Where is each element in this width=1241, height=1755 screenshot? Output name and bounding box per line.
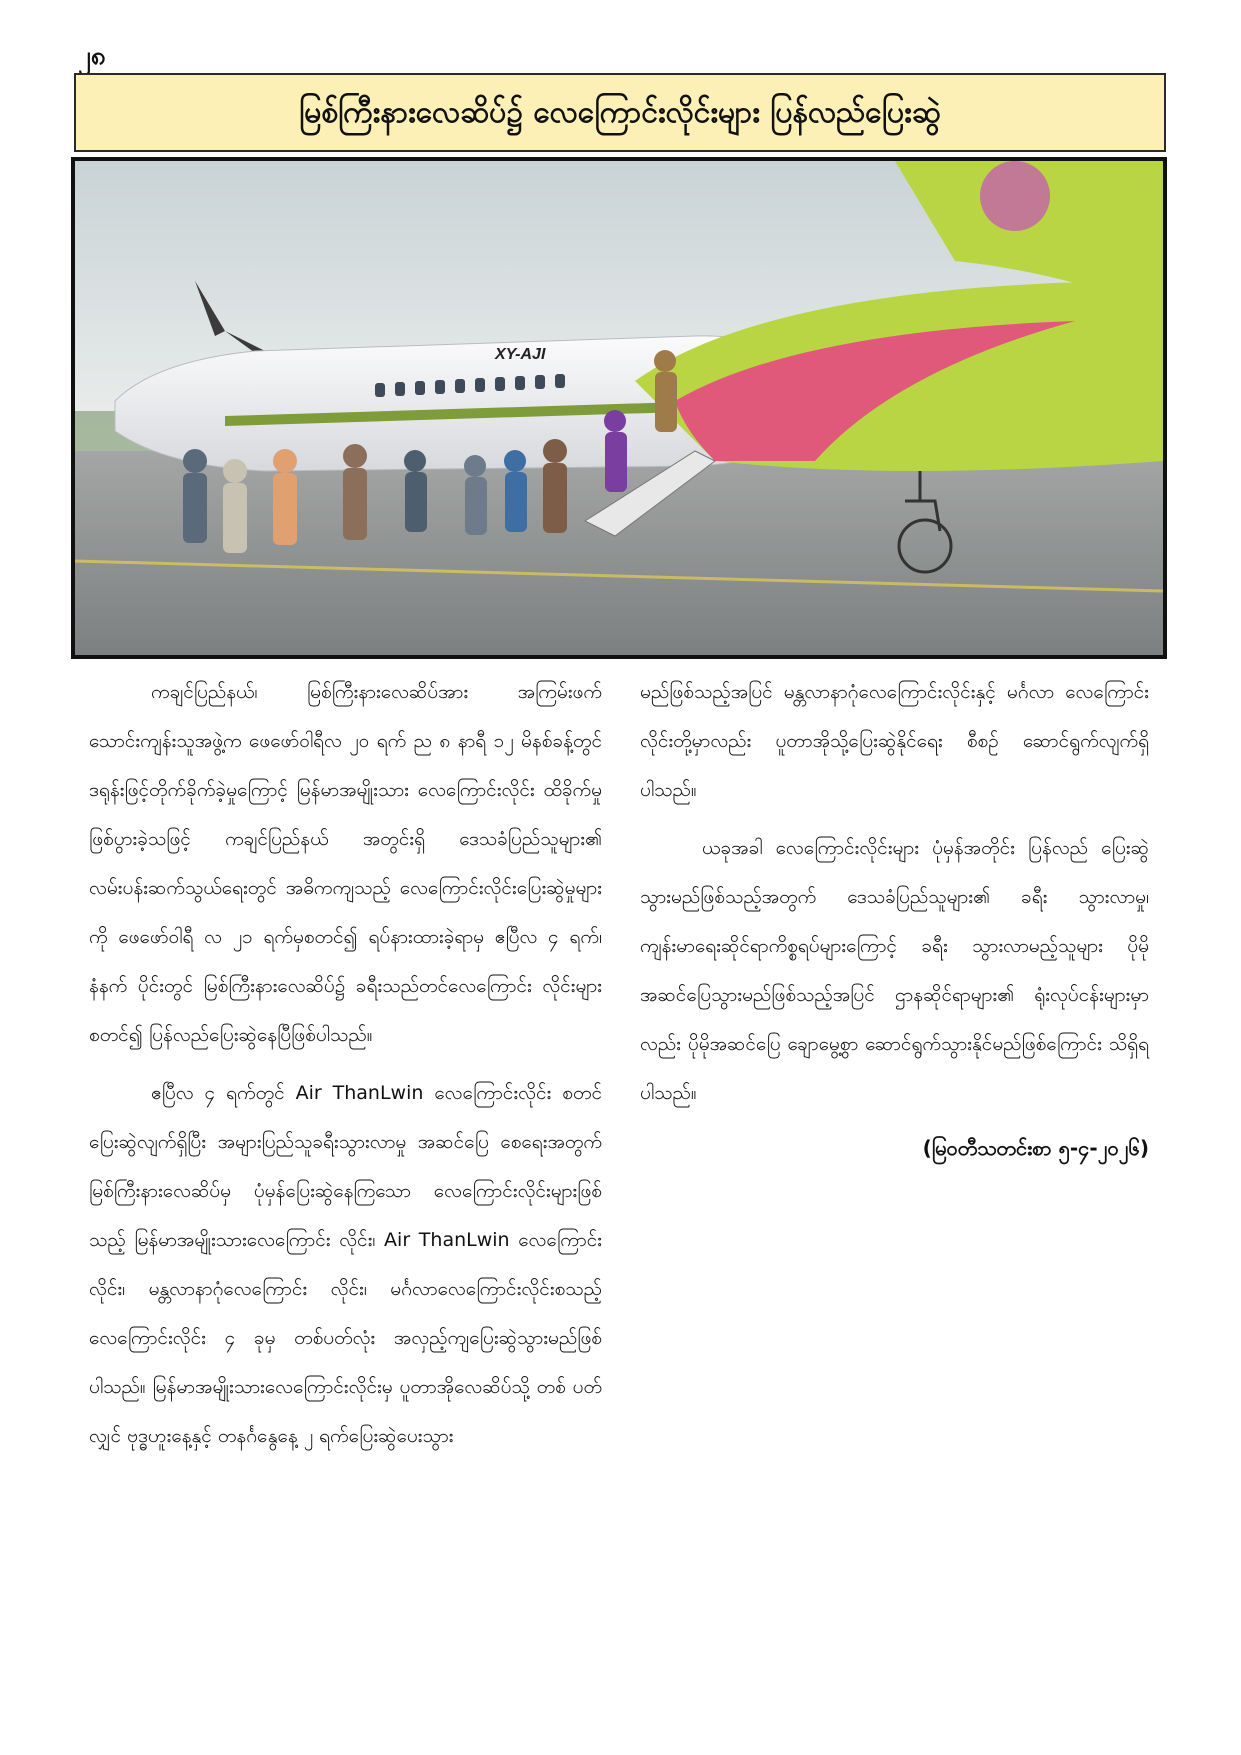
article-paragraph: ဧပြီလ ၄ ရက်တွင် Air ThanLwin လေကြောင်းလိုင်း စတင်ပြေးဆွဲလျက်ရှိပြီး အများပြည်သူခရီးသွားလာမှု အဆင်ပြေ စေရေးအတွက် မြစ်ကြီးနားလေဆိပ်မှ ပုံမှန်ပြေးဆွဲနေကြသော လေကြောင်းလိုင်းများဖြစ်သည့် မြန်မာအမျိုးသားလေကြောင်း လိုင်း၊ Air ThanLwin လေကြောင်းလိုင်း၊ မန္တလာနာဂုံလေကြောင်း လိုင်း၊ မင်္ဂလာလေကြောင်းလိုင်းစသည့် လေကြောင်းလိုင်း ၄ ခုမှ တစ်ပတ်လုံး အလှည့်ကျပြေးဆွဲသွားမည်ဖြစ်ပါသည်။ မြန်မာအမျိုးသားလေကြောင်းလိုင်းမှ ပူတာအိုလေဆိပ်သို့ တစ် ပတ်လျှင် ဗုဒ္ဓဟူးနေ့နှင့် တနင်္ဂနွေနေ့ ၂ ရက်ပြေးဆွဲပေးသွား — [89, 1082, 602, 1447]
aircraft-registration: XY-AJI — [495, 346, 546, 363]
airplane-boarding-illustration — [75, 161, 1163, 655]
passenger — [183, 449, 207, 543]
passenger — [273, 449, 297, 545]
page-number: ၂၈ — [78, 41, 106, 71]
article-paragraph: ကချင်ပြည်နယ်၊ မြစ်ကြီးနားလေဆိပ်အား အကြမ်းဖက် သောင်းကျန်းသူအဖွဲ့က ဖေဖော်ဝါရီလ ၂၀ ရက် ည ၈ နာရီ ၁၂ မိနစ်ခန့်တွင် ဒရုန်းဖြင့်တိုက်ခိုက်ခဲ့မှုကြောင့် မြန်မာအမျိုးသား လေကြောင်းလိုင်း ထိခိုက်မှုဖြစ်ပွားခဲ့သဖြင့် ကချင်ပြည်နယ် အတွင်းရှိ ဒေသခံပြည်သူများ၏ လမ်းပန်းဆက်သွယ်ရေးတွင် အဓိကကျသည့် လေကြောင်းလိုင်းပြေးဆွဲမှုများကို ဖေဖော်ဝါရီ လ ၂၁ ရက်မှစတင်၍ ရပ်နားထားခဲ့ရာမှ ဧပြီလ ၄ ရက်၊ နံနက် ပိုင်းတွင် မြစ်ကြီးနားလေဆိပ်၌ ခရီးသည်တင်လေကြောင်း လိုင်းများ စတင်၍ ပြန်လည်ပြေးဆွဲနေပြီဖြစ်ပါသည်။ — [89, 681, 602, 1046]
article-photo — [71, 157, 1167, 659]
tail-logo — [980, 161, 1050, 231]
passenger — [543, 439, 567, 533]
article-column-right — [640, 668, 1149, 1168]
passenger — [223, 459, 247, 553]
page-title: မြစ်ကြီးနားလေဆိပ်၌ လေကြောင်းလိုင်းများ ပြန်လည်ပြေးဆွဲ — [299, 94, 941, 130]
passenger — [404, 450, 427, 532]
passenger — [343, 444, 367, 540]
article-paragraph: မည်ဖြစ်သည့်အပြင် မန္တလာနာဂုံလေကြောင်းလိုင်းနှင့် မင်္ဂလာ လေကြောင်းလိုင်းတို့မှာလည်း ပူတာအိုသို့ပြေးဆွဲနိုင်ရေး စီစဉ် ဆောင်ရွက်လျက်ရှိပါသည်။ — [640, 681, 1149, 801]
passenger — [604, 410, 627, 492]
article-paragraph: ယခုအခါ လေကြောင်းလိုင်းများ ပုံမှန်အတိုင်း ပြန်လည် ပြေးဆွဲသွားမည်ဖြစ်သည့်အတွက် ဒေသခံပြည်သူများ၏ ခရီး သွားလာမှု၊ ကျန်းမာရေးဆိုင်ရာကိစ္စရပ်များကြောင့် ခရီး သွားလာမည့်သူများ ပိုမိုအဆင်ပြေသွားမည်ဖြစ်သည့်အပြင် ဌာနဆိုင်ရာများ၏ ရုံးလုပ်ငန်းများမှာလည်း ပိုမိုအဆင်ပြေ ချောမွေ့စွာ ဆောင်ရွက်သွားနိုင်မည်ဖြစ်ကြောင်း သိရှိရပါသည်။ — [640, 837, 1149, 1104]
passenger — [464, 455, 487, 535]
article-column-left — [89, 668, 602, 1461]
title-banner — [74, 73, 1166, 152]
passenger — [504, 450, 527, 532]
passenger — [654, 350, 677, 432]
article-source: (မြဝတီသတင်းစာ ၅-၄-၂၀၂၆) — [922, 1136, 1149, 1160]
